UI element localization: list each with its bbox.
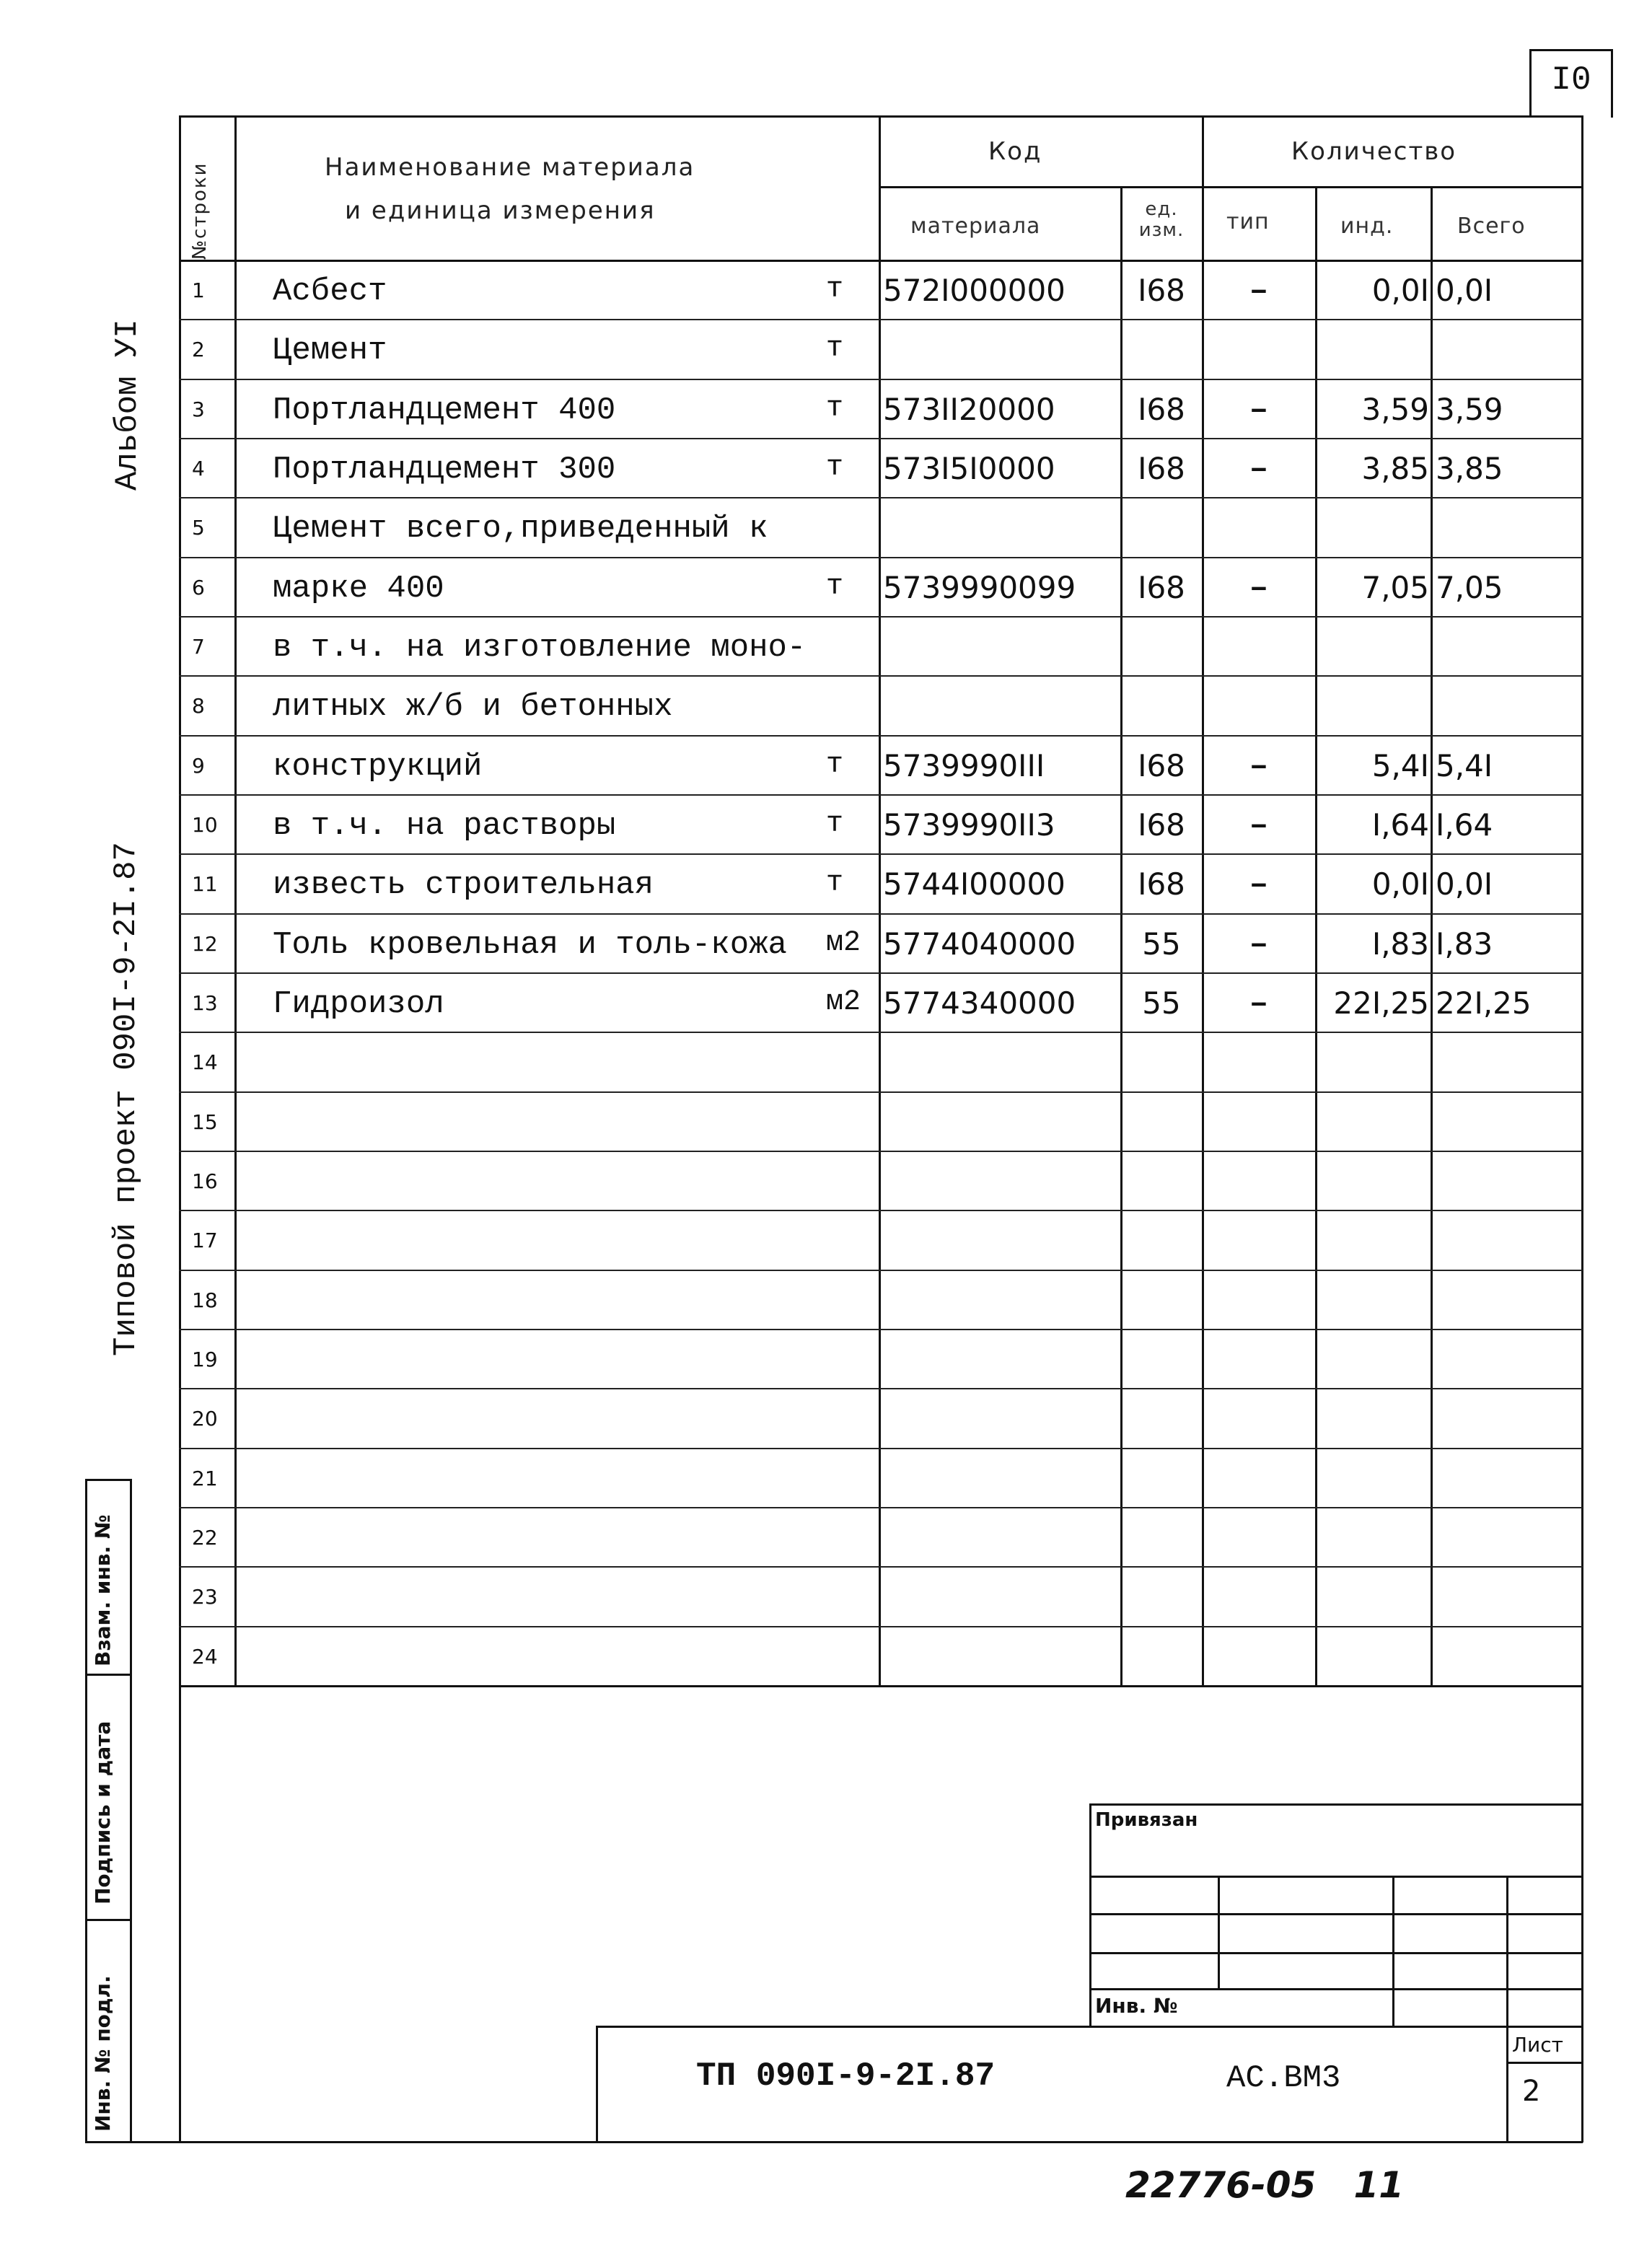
ind-value: I,83	[1371, 926, 1429, 962]
material-name: Портландцемент 400	[273, 392, 616, 429]
material-unit: т	[826, 333, 844, 366]
stamp-sign-date: Подпись и дата	[91, 1721, 115, 1904]
material-unit: т	[826, 748, 844, 781]
material-name: Толь кровельная и толь-кожа	[273, 926, 787, 963]
header-row-num: №строки	[189, 162, 211, 260]
type-value: –	[1249, 273, 1269, 309]
total-value: 3,85	[1436, 450, 1503, 486]
album-label: Альбом УI	[110, 319, 146, 491]
attached-label: Привязан	[1095, 1809, 1198, 1831]
header-total: Всего	[1457, 214, 1526, 239]
ind-value: 22I,25	[1333, 985, 1429, 1021]
material-name: Цемент всего,приведенный к	[273, 511, 768, 548]
row-number: 21	[192, 1466, 218, 1490]
footer-code: 22776-05 11	[1125, 2164, 1405, 2206]
row-number: 8	[192, 694, 205, 718]
header-material-code: материала	[910, 214, 1041, 239]
type-value: –	[1249, 926, 1269, 963]
type-value: –	[1249, 570, 1269, 607]
material-code: 5739990099	[883, 569, 1076, 605]
unit-code: 55	[1142, 926, 1181, 962]
project-label: Типовой проект 090I-9-2I.87	[108, 842, 144, 1356]
material-name: литных ж/б и бетонных	[273, 689, 673, 726]
unit-code: I68	[1138, 450, 1185, 486]
type-value: –	[1249, 392, 1269, 429]
unit-code: 55	[1142, 985, 1181, 1021]
row-number: 2	[192, 338, 205, 362]
material-name: конструкций	[273, 748, 483, 785]
material-code: 5774040000	[883, 926, 1076, 962]
material-unit: м2	[826, 926, 861, 959]
material-code: 5739990III	[883, 747, 1045, 783]
doc-mark: АС.ВМ3	[1226, 2060, 1341, 2096]
material-code: 573I5I0000	[883, 450, 1055, 486]
row-number: 15	[192, 1109, 218, 1134]
row-number: 3	[192, 397, 205, 421]
ind-value: 0,0I	[1371, 866, 1429, 902]
stamp-inv-orig: Инв. № подл.	[91, 1975, 115, 2132]
row-number: 16	[192, 1169, 218, 1193]
ind-value: 7,05	[1361, 569, 1429, 605]
unit-code: I68	[1138, 807, 1185, 843]
row-number: 23	[192, 1585, 218, 1609]
material-name: известь строительная	[273, 867, 654, 904]
header-unit-code: ед. изм.	[1138, 198, 1185, 241]
stamp-replace-inv: Взам. инв. №	[91, 1514, 115, 1666]
doc-code: ТП 090I-9-2I.87	[696, 2057, 996, 2095]
header-ind: инд.	[1340, 214, 1394, 239]
sheet-label: Лист	[1512, 2033, 1563, 2057]
row-number: 18	[192, 1288, 218, 1312]
material-code: 572I000000	[883, 273, 1066, 308]
total-value: 0,0I	[1436, 273, 1493, 308]
unit-code: I68	[1138, 569, 1185, 605]
header-name-line1: Наименование материала	[325, 153, 695, 182]
row-number: 20	[192, 1407, 218, 1431]
unit-code: I68	[1138, 866, 1185, 902]
unit-code: I68	[1138, 391, 1185, 427]
unit-code: I68	[1138, 747, 1185, 783]
header-name-line2: и единица измерения	[345, 196, 656, 225]
material-name: марке 400	[273, 570, 444, 607]
header-code: Код	[988, 137, 1042, 166]
row-number: 6	[192, 575, 205, 599]
row-number: 4	[192, 456, 205, 480]
row-number: 14	[192, 1050, 218, 1075]
material-name: Гидроизол	[273, 985, 444, 1022]
unit-code: I68	[1138, 273, 1185, 308]
row-number: 9	[192, 753, 205, 778]
type-value: –	[1249, 985, 1269, 1022]
row-number: 5	[192, 516, 205, 540]
row-number: 10	[192, 812, 218, 837]
type-value: –	[1249, 748, 1269, 785]
material-name: Цемент	[273, 333, 387, 369]
total-value: I,83	[1436, 926, 1493, 962]
material-code: 5744I00000	[883, 866, 1066, 902]
ind-value: 0,0I	[1371, 273, 1429, 308]
material-unit: т	[826, 807, 844, 840]
header-type: тип	[1226, 209, 1270, 234]
total-value: 0,0I	[1436, 866, 1493, 902]
ind-value: 5,4I	[1371, 747, 1429, 783]
row-number: 19	[192, 1347, 218, 1371]
material-name: в т.ч. на растворы	[273, 807, 616, 844]
material-code: 5774340000	[883, 985, 1076, 1021]
total-value: 3,59	[1436, 391, 1503, 427]
row-number: 13	[192, 990, 218, 1015]
material-name: в т.ч. на изготовление моно-	[273, 629, 807, 666]
row-number: 22	[192, 1525, 218, 1550]
type-value: –	[1249, 807, 1269, 844]
page-number-box	[1529, 49, 1613, 118]
ind-value: I,64	[1371, 807, 1429, 843]
row-number: 1	[192, 278, 205, 302]
material-unit: т	[826, 451, 844, 484]
type-value: –	[1249, 867, 1269, 904]
row-number: 12	[192, 931, 218, 956]
total-value: I,64	[1436, 807, 1493, 843]
material-unit: т	[826, 273, 844, 306]
page-number: I0	[1551, 61, 1591, 99]
material-name: Асбест	[273, 273, 387, 309]
ind-value: 3,59	[1361, 391, 1429, 427]
row-number: 17	[192, 1229, 218, 1253]
row-number: 7	[192, 634, 205, 659]
material-unit: т	[826, 392, 844, 425]
total-value: 22I,25	[1436, 985, 1532, 1021]
sheet-number: 2	[1522, 2075, 1541, 2108]
total-value: 7,05	[1436, 569, 1503, 605]
material-code: 573II20000	[883, 391, 1055, 427]
row-number: 24	[192, 1644, 218, 1669]
ind-value: 3,85	[1361, 450, 1429, 486]
header-quantity: Количество	[1291, 137, 1457, 166]
material-name: Портландцемент 300	[273, 451, 616, 488]
inv-label: Инв. №	[1095, 1994, 1178, 2018]
material-code: 5739990II3	[883, 807, 1055, 843]
material-unit: т	[826, 867, 844, 900]
total-value: 5,4I	[1436, 747, 1493, 783]
row-number: 11	[192, 872, 218, 897]
material-unit: м2	[826, 985, 861, 1019]
material-unit: т	[826, 570, 844, 603]
type-value: –	[1249, 451, 1269, 488]
